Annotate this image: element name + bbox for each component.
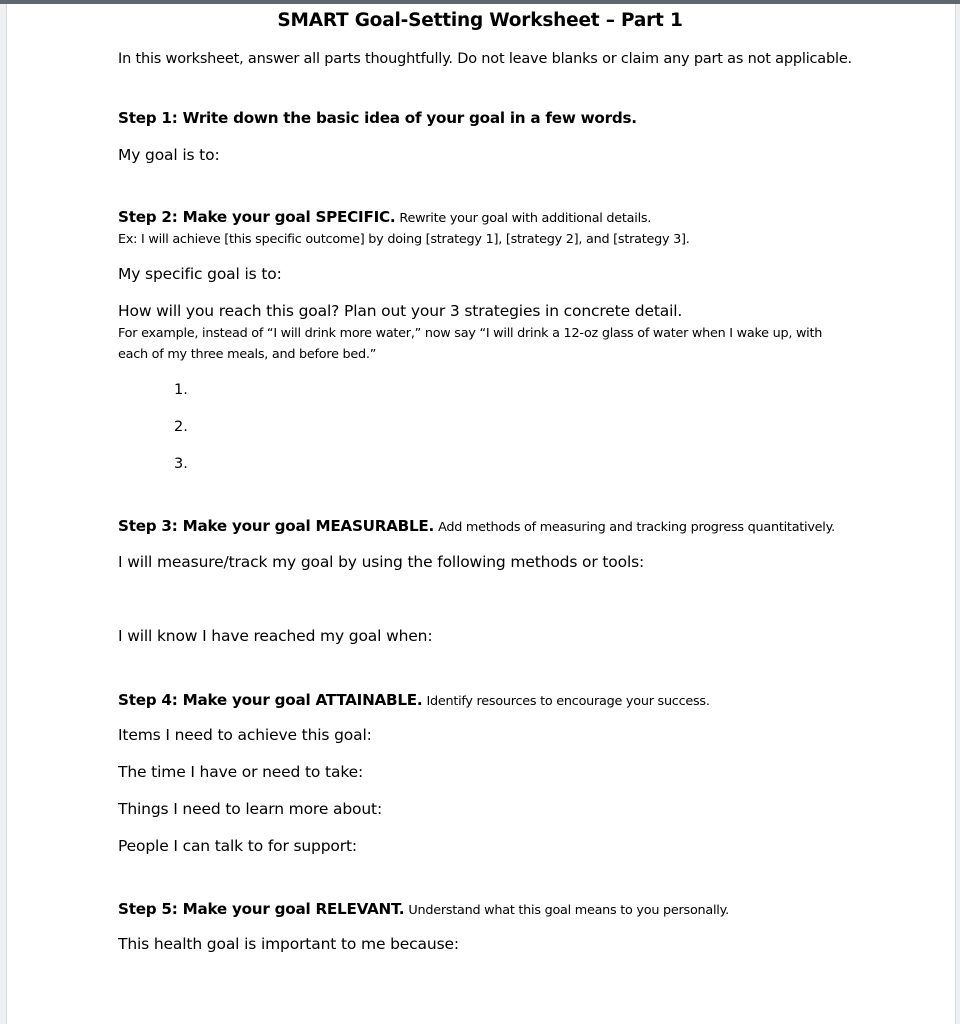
strategy-number-3: 3. [174,456,188,472]
step2-heading: Step 2: Make your goal SPECIFIC. [118,208,396,226]
step2-heading-line [118,207,651,226]
strategy-number-2: 2. [174,419,188,435]
step4-prompt-time: The time I have or need to take: [118,763,364,781]
step1-prompt: My goal is to: [118,146,220,164]
window-top-border [0,0,960,4]
step4-prompt-learn: Things I need to learn more about: [118,800,383,818]
step4-prompt-items: Items I need to achieve this goal: [118,726,372,744]
page-left-edge [0,4,7,1024]
step2-question: How will you reach this goal? Plan out your 3 strategies in concrete detail. [118,302,683,320]
strategy-number-1: 1. [174,382,188,398]
step3-prompt-reached: I will know I have reached my goal when: [118,627,433,645]
intro-text: In this worksheet, answer all parts thoughtfully. Do not leave blanks or claim any part as not applicable. [118,51,852,67]
step4-heading-line [118,690,710,709]
step3-instruction: Add methods of measuring and tracking progress quantitatively. [438,520,835,535]
step3-heading: Step 3: Make your goal MEASURABLE. [118,517,435,535]
step5-instruction: Understand what this goal means to you personally. [408,903,729,918]
page-right-edge [955,4,960,1024]
step5-prompt: This health goal is important to me because: [118,935,459,953]
page-title: SMART Goal-Setting Worksheet – Part 1 [277,10,683,31]
step2-example: Ex: I will achieve [this specific outcome] by doing [strategy 1], [strategy 2], and [strategy 3]. [118,232,690,247]
step3-heading-line [118,516,835,535]
step2-example-line1: For example, instead of “I will drink more water,” now say “I will drink a 12-oz glass of water when I wake up, with [118,326,823,341]
step2-instruction: Rewrite your goal with additional details. [399,211,652,226]
step1-heading: Step 1: Write down the basic idea of your goal in a few words. [118,109,637,127]
step5-heading-line [118,899,729,918]
step2-example-line2: each of my three meals, and before bed.” [118,347,377,362]
step4-instruction: Identify resources to encourage your success. [426,694,710,709]
step5-heading: Step 5: Make your goal RELEVANT. [118,900,405,918]
step4-prompt-people: People I can talk to for support: [118,837,357,855]
step4-heading: Step 4: Make your goal ATTAINABLE. [118,691,423,709]
step3-prompt-measure: I will measure/track my goal by using the following methods or tools: [118,553,645,571]
step2-prompt: My specific goal is to: [118,265,282,283]
